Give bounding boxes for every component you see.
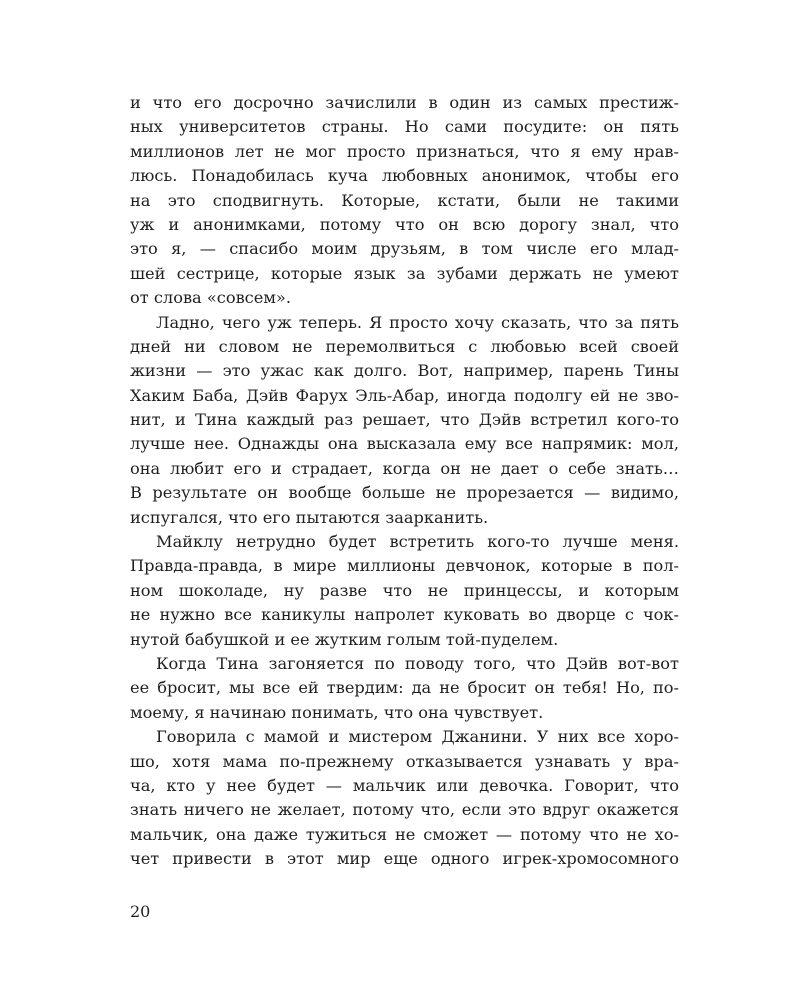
text-line: испугался, что его пытаются заарканить. xyxy=(130,507,489,527)
text-line: знать ничего не желает, потому что, если это вдруг окажется xyxy=(130,800,679,820)
text-line: ном шоколаде, ну разве что не принцессы, и которым xyxy=(130,580,679,600)
text-line: от слова «совсем». xyxy=(130,288,291,308)
text-line: ча, кто у нее будет — мальчик или девочка. Говорит, что xyxy=(130,775,679,795)
text-line: жизни — это ужас как долго. Вот, например, парень Тины xyxy=(130,361,679,381)
text-line: люсь. Понадобилась куча любовных анонимок, чтобы его xyxy=(130,166,679,186)
paragraph xyxy=(130,311,679,531)
text-line: Когда Тина загоняется по поводу того, что Дэйв вот-вот xyxy=(156,653,679,673)
text-line: Говорила с мамой и мистером Джанини. У них все хоро- xyxy=(156,727,679,747)
text-line: чет привести в этот мир еще одного игрек-хромосомного xyxy=(130,849,679,869)
text-line: шей сестрице, которые язык за зубами держать не умеют xyxy=(130,263,679,283)
text-line: уж и анонимками, потому что он всю дорогу знал, что xyxy=(130,214,679,234)
text-line: ных университетов страны. Но сами посудите: он пять xyxy=(130,117,679,137)
text-line: Хаким Баба, Дэйв Фарух Эль-Абар, иногда подолгу ей не зво- xyxy=(130,385,679,405)
text-line: нит, и Тина каждый раз решает, что Дэйв встретил кого-то xyxy=(130,410,679,430)
body-text xyxy=(130,91,679,872)
text-line: нутой бабушкой и ее жутким голым той-пуделем. xyxy=(130,629,559,649)
text-line: не нужно все каникулы напролет куковать во дворце с чок- xyxy=(130,605,679,625)
text-line: Ладно, чего уж теперь. Я просто хочу сказать, что за пять xyxy=(156,312,679,332)
text-line: Майклу нетрудно будет встретить кого-то лучше меня. xyxy=(156,532,679,552)
text-line: В результате он вообще больше не прорезается — видимо, xyxy=(130,483,679,503)
text-line: моему, я начинаю понимать, что она чувствует. xyxy=(130,702,544,722)
text-line: на это сподвигнуть. Которые, кстати, были не такими xyxy=(130,190,679,210)
text-line: лучше нее. Однажды она высказала ему все напрямик: мол, xyxy=(130,434,679,454)
text-line: она любит его и страдает, когда он не дает о себе знать… xyxy=(130,458,679,478)
text-line: мальчик, она даже тужиться не сможет — потому что не хо- xyxy=(130,824,679,844)
text-line: дней ни словом не перемолвиться с любовью всей своей xyxy=(130,336,679,356)
paragraph xyxy=(130,652,679,725)
page-number: 20 xyxy=(130,902,151,921)
text-line: шо, хотя мама по-прежнему отказывается узнавать у вра- xyxy=(130,751,679,771)
text-line: миллионов лет не мог просто признаться, что я ему нрав- xyxy=(130,141,679,161)
text-line: Правда-правда, в мире миллионы девчонок, которые в пол- xyxy=(130,556,679,576)
paragraph xyxy=(130,530,679,652)
text-line: ее бросит, мы все ей твердим: да не бросит он тебя! Но, по- xyxy=(130,678,679,698)
paragraph xyxy=(130,725,679,871)
text-line: это я, — спасибо моим друзьям, в том числе его млад- xyxy=(130,239,679,259)
text-line: и что его досрочно зачислили в один из самых престиж- xyxy=(130,93,679,112)
paragraph xyxy=(130,91,679,311)
